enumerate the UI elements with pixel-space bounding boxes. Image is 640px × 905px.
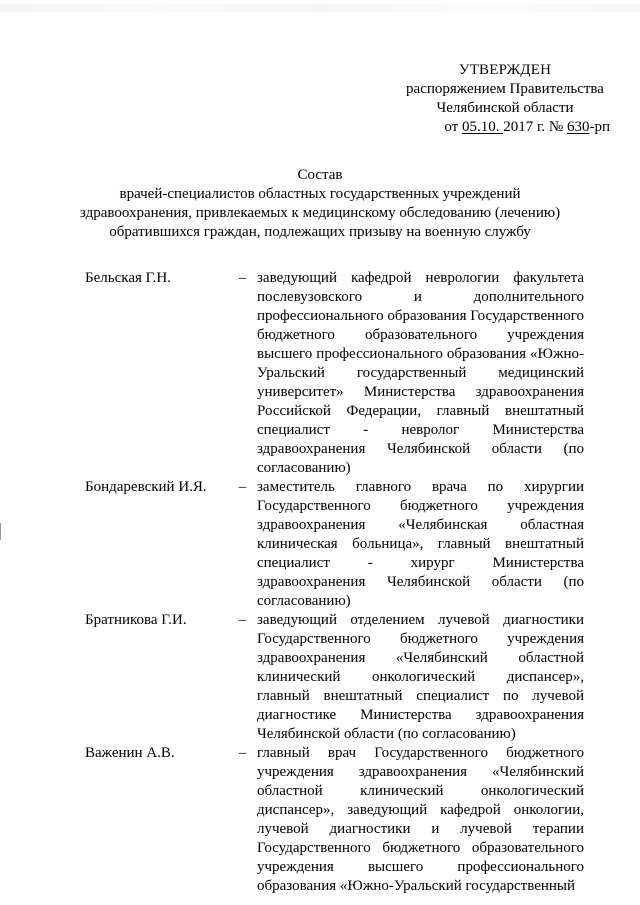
title-line-1: Состав [297,167,343,183]
doctor-name: Бондаревский И.Я. [85,479,207,495]
doctor-description: главный врач Государственного бюджетного учреждения здравоохранения «Челябинский областной клинический онкологический диспансер», заведующий кафедрой онкологии, лучевой диагностики и лучевой терапии Государственного бюджетного образовательного учреждения высшего профессионального образования «Южно-Уральский государственный [257,745,584,894]
list-item [85,611,585,744]
document-title [67,166,573,242]
list-item [85,478,585,611]
doctor-description: заместитель главного врача по хирургии Государственного бюджетного учреждения здравоохранения «Челябинская областная клиническая больница», главный внештатный специалист - хирург Министерства здравоохранения Челябинской области (по согласованию) [257,479,584,609]
title-line-4: обратившихся граждан, подлежащих призыву на военную службу [109,224,531,240]
dash-separator: – [238,745,247,761]
year-text: 2017 г. № [503,119,567,135]
doctor-description: заведующий кафедрой неврологии факультета послевузовского и дополнительного профессионального образования Государственного бюджетного образовательного учреждения высшего профессионального образования «Южно-Уральский государственный медицинский университет» Министерства здравоохранения Российской Федерации, главный внештатный специалист - невролог Министерства здравоохранения Челябинской области (по согласованию) [257,270,584,476]
doctor-name: Важенин А.В. [85,745,175,761]
approval-date-line [380,118,610,137]
title-line-3: здравоохранения, привлекаемых к медицинскому обследованию (лечению) [79,205,561,221]
scan-artifact [0,4,640,12]
doctor-list [85,269,585,896]
approval-line-2: Челябинской области [436,100,574,116]
doctor-name: Братникова Г.И. [85,612,187,628]
doctor-name: Бельская Г.Н. [85,270,171,286]
dash-separator: – [238,612,247,628]
number-suffix: -рп [589,119,610,135]
approval-title: УТВЕРЖДЕН [458,62,552,78]
number-value: 630 [566,119,590,135]
date-prefix: от [444,119,462,135]
date-value: 05.10. [461,119,504,135]
dash-separator: – [238,479,247,495]
list-item [85,744,585,896]
approval-line-1: распоряжением Правительства [406,81,604,97]
doctor-description: заведующий отделением лучевой диагностики Государственного бюджетного учреждения здравоохранения «Челябинский областной клинический онкологический диспансер», главный внештатный специалист по лучевой диагностике Министерства здравоохранения Челябинской области (по согласованию) [257,612,584,742]
title-line-2: врачей-специалистов областных государственных учреждений [119,186,521,202]
scan-mark [0,523,1,540]
list-item [85,269,585,478]
approval-block [390,61,620,137]
dash-separator: – [238,270,247,286]
